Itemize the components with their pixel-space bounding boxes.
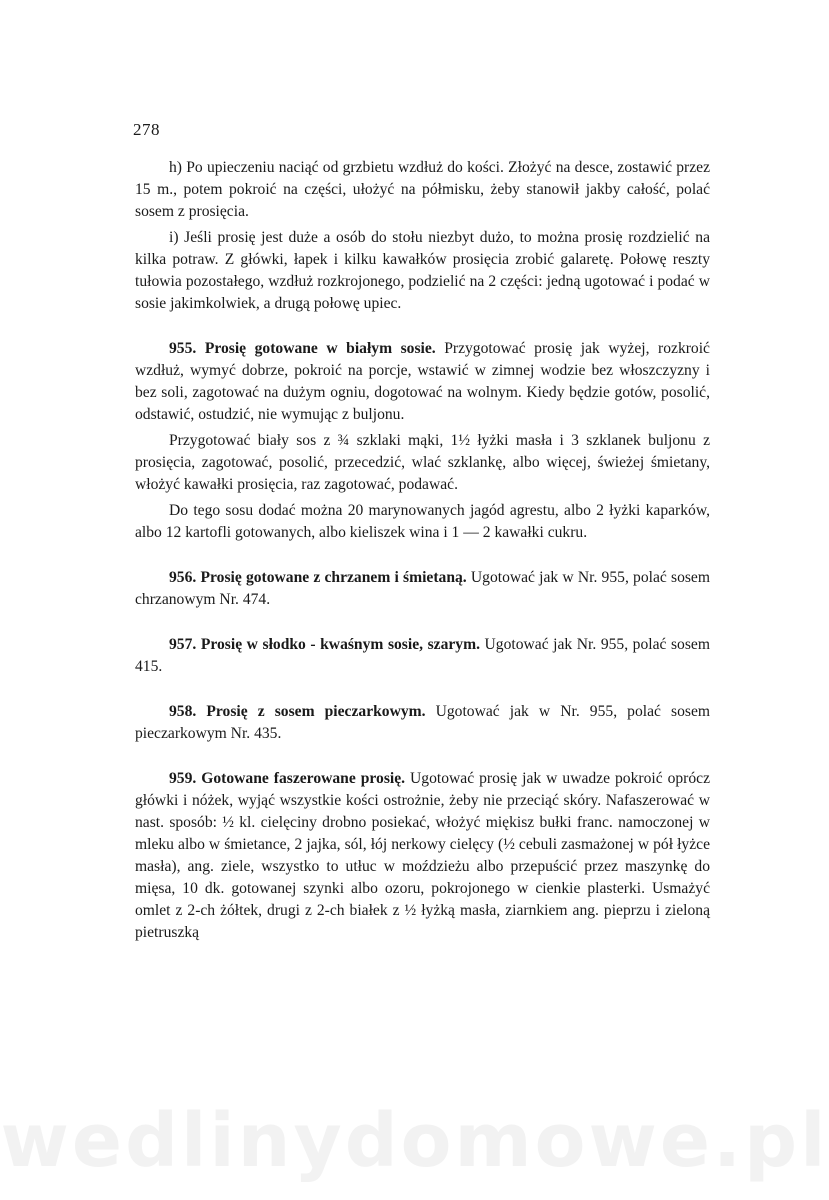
recipe-text: Ugotować jak w Nr. 955, polać sosem chrzanowym Nr. 474.: [135, 569, 710, 608]
recipe-text: Ugotować jak w Nr. 955, polać sosem pieczarkowym Nr. 435.: [135, 703, 710, 742]
recipe-text: Ugotować jak Nr. 955, polać sosem 415.: [135, 636, 710, 675]
recipe-text: Przygotować prosię jak wyżej, rozkroić wzdłuż, wymyć dobrze, pokroić na porcje, wstawić w zimnej wodzie bez włoszczyzny i bez soli, zagotować na dużym ogniu, dogotować na wolnym. Kiedy będzie gotów, posolić, odstawić, ostudzić, nie wymując z buljonu.: [135, 340, 710, 423]
paragraph-text: Przygotować biały sos z ¾ szklaki mąki, 1½ łyżki masła i 3 szklanek buljonu z prosięcia, zagotować, posolić, przecedzić, wlać szklankę, albo więcej, świeżej śmietany, włożyć kawałki prosięcia, raz zagotować, podawać.: [135, 432, 710, 493]
recipe-957: [135, 634, 710, 678]
recipe-title: 955. Prosię gotowane w białym sosie.: [169, 340, 436, 357]
recipe-956: [135, 567, 710, 611]
paragraph-text: h) Po upieczeniu naciąć od grzbietu wzdłuż do kości. Złożyć na desce, zostawić przez 15 m., potem pokroić na części, ułożyć na półmisku, żeby stanowił jakby całość, polać sosem z prosięcia.: [135, 159, 710, 220]
recipe-955-addition: [135, 500, 710, 544]
recipe-text: Ugotować prosię jak w uwadze pokroić oprócz główki i nóżek, wyjąć wszystkie kości ostrożnie, żeby nie przeciąć skóry. Nafaszerować w nast. sposób: ½ kl. cielęciny drobno posiekać, włożyć miękisz bułki franc. namoczonej w mleku albo w śmietance, 2 jajka, sól, łój nerkowy cielęcy (½ cebuli zasmażonej w pół łyżce masła), ang. ziele, wszystko to utłuc w moździeżu albo przepuścić przez maszynkę do mięsa, 10 dk. gotowanej szynki albo ozoru, pokrojonego w cienkie plasterki. Usmażyć omlet z 2-ch żółtek, drugi z 2-ch białek z ½ łyżką masła, ziarnkiem ang. pieprzu i zieloną pietruszką: [135, 770, 711, 941]
recipe-title: 958. Prosię z sosem pieczarkowym.: [169, 703, 426, 720]
paragraph-i: [135, 227, 710, 315]
recipe-title: 959. Gotowane faszerowane prosię.: [169, 770, 406, 787]
recipe-title: 957. Prosię w słodko - kwaśnym sosie, szarym.: [169, 636, 480, 653]
recipe-title: 956. Prosię gotowane z chrzanem i śmietaną.: [169, 569, 467, 586]
recipe-958: [135, 701, 710, 745]
recipe-955: [135, 338, 710, 426]
paragraph-h: [135, 157, 710, 223]
text-column: [135, 157, 710, 948]
page-number: 278: [133, 120, 160, 139]
paragraph-text: i) Jeśli prosię jest duże a osób do stołu niezbyt dużo, to można prosię rozdzielić na kilka potraw. Z główki, łapek i kilku kawałków prosięcia zrobić galaretę. Połowę reszty tułowia pozostałego, wzdłuż rozkrojonego, podzielić na 2 części: jedną ugotować i podać w sosie jakimkolwiek, a drugą połowę upiec.: [135, 229, 710, 312]
recipe-955-sauce: [135, 430, 710, 496]
watermark: wedlinydomowe.pl: [0, 1098, 829, 1184]
paragraph-text: Do tego sosu dodać można 20 marynowanych jagód agrestu, albo 2 łyżki kaparków, albo 12 kartofli gotowanych, albo kieliszek wina i 1 — 2 kawałki cukru.: [135, 502, 710, 541]
recipe-959: [135, 768, 710, 944]
